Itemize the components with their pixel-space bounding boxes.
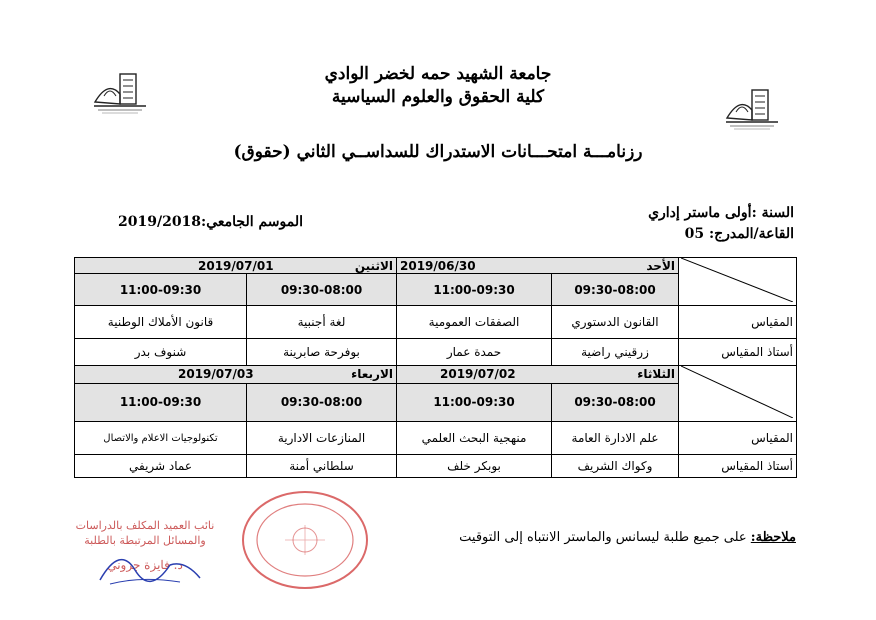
university-name: جامعة الشهيد حمه لخضر الوادي (324, 64, 552, 84)
faculty-name: كلية الحقوق والعلوم السياسية (331, 87, 545, 107)
diagonal-line (681, 366, 793, 418)
professor-cell: حمدة عمار (397, 339, 552, 366)
professor-cell: وكواك الشريف (552, 455, 679, 478)
document-title: رزنامـــة امتحـــانات الاستدراك للسداســي الثاني (حقوق) (233, 142, 643, 162)
note (459, 530, 796, 545)
row-label-professor: أستاذ المقياس (679, 339, 797, 366)
time-slot: 09:30-08:00 (552, 383, 679, 421)
table-row (75, 422, 797, 455)
time-slot: 09:30-08:00 (247, 274, 397, 306)
module-cell: المنازعات الادارية (247, 422, 397, 455)
date-header: الأحد 2019/06/30 (397, 258, 679, 274)
note-text: على جميع طلبة ليسانس والماستر الانتباه إلى التوقيت (459, 530, 747, 545)
professor-cell: شنوف بدر (75, 339, 247, 366)
time-slot: 11:00-09:30 (75, 274, 247, 306)
table-row (75, 339, 797, 366)
diagonal-line (681, 258, 793, 302)
signature-title-line2: والمسائل المرتبطة بالطلبة (84, 534, 206, 547)
professor-cell: بوبكر خلف (397, 455, 552, 478)
hall-label: القاعة/المدرج: 05 (684, 226, 794, 242)
date-header: الاربعاء 2019/07/03 (75, 366, 397, 384)
module-cell: القانون الدستوري (552, 306, 679, 339)
module-cell: علم الادارة العامة (552, 422, 679, 455)
module-cell: الصفقات العمومية (397, 306, 552, 339)
module-cell: لغة أجنبية (247, 306, 397, 339)
professor-cell: زرقيني راضية (552, 339, 679, 366)
row-label-professor: أستاذ المقياس (679, 455, 797, 478)
row-label-module: المقياس (679, 422, 797, 455)
official-stamp (235, 485, 375, 595)
corner-cell (679, 258, 797, 306)
handwritten-signature (90, 540, 210, 590)
professor-cell: سلطاني أمنة (247, 455, 397, 478)
time-slot: 11:00-09:30 (397, 274, 552, 306)
time-slot: 09:30-08:00 (247, 383, 397, 421)
season-label: الموسم الجامعي:2019/2018 (118, 214, 303, 230)
year-label: السنة :أولى ماستر إداري (648, 205, 794, 221)
table-row (75, 455, 797, 478)
time-slot: 11:00-09:30 (75, 383, 247, 421)
signature-title-line1: نائب العميد المكلف بالدراسات (75, 519, 215, 532)
exam-schedule-table (74, 257, 797, 478)
time-slot: 11:00-09:30 (397, 383, 552, 421)
signature-name: د. فايزة جروني (107, 558, 183, 572)
table-row (75, 258, 797, 274)
corner-cell (679, 366, 797, 422)
professor-cell: بوفرحة صابرينة (247, 339, 397, 366)
note-label: ملاحظة: (750, 530, 796, 545)
date-header: الثلاثاء 2019/07/02 (397, 366, 679, 384)
module-cell: منهجية البحث العلمي (397, 422, 552, 455)
date-header: الاثنين 2019/07/01 (75, 258, 397, 274)
professor-cell: عماد شريفي (75, 455, 247, 478)
table-row (75, 366, 797, 384)
stamp-icon (235, 485, 375, 595)
time-slot: 09:30-08:00 (552, 274, 679, 306)
module-cell: تكنولوجيات الاعلام والاتصال (75, 422, 247, 455)
table-row (75, 306, 797, 339)
row-label-module: المقياس (679, 306, 797, 339)
module-cell: قانون الأملاك الوطنية (75, 306, 247, 339)
signature-scribble-icon (90, 540, 210, 590)
